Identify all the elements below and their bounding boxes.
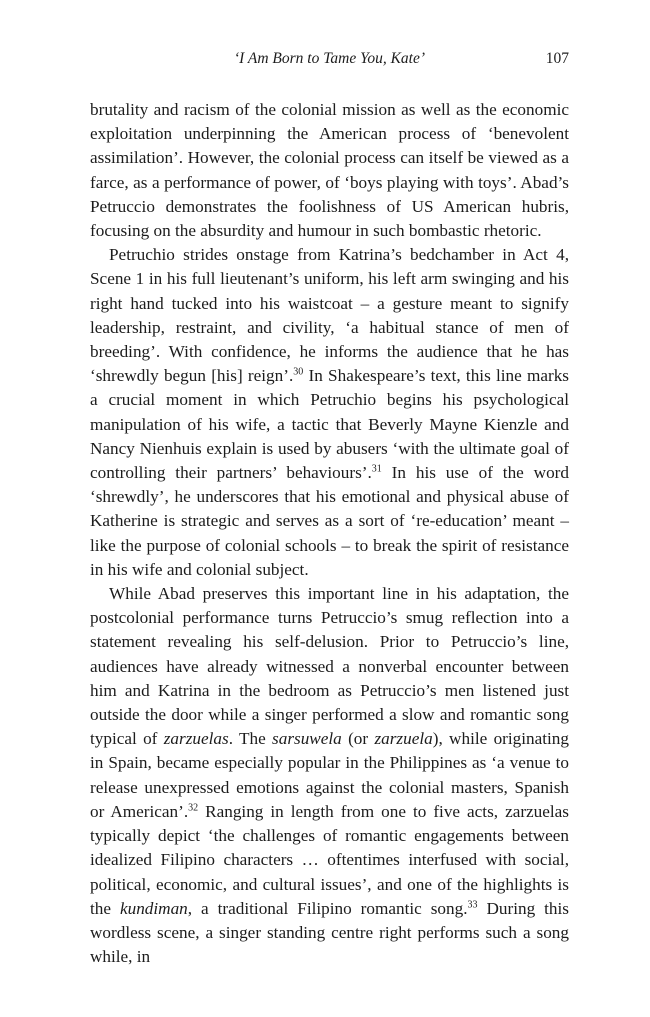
- page-number: 107: [545, 50, 569, 67]
- text-run: brutality and racism of the colonial mission as well as the economic exploitation underpinning the American process of ‘benevolent assimilation’. However, the colonial process can itself be viewed as a farce, as a performance of power, of ‘boys playing with toys’. Abad’s Petruccio demonstrates the foolishness of US American hubris, focusing on the absurdity and humour in such bombastic rhetoric.: [90, 100, 569, 241]
- text-run: During this wordless scene, a singer standing centre right performs such a song while, in: [90, 898, 569, 967]
- text-run: In his use of the word ‘shrewdly’, he underscores that his emotional and physical abuse of Katherine is strategic and serves as a sort of ‘re-education’ meant – like the purpose of colonial schools – to break the spirit of resistance in his wife and colonial subject.: [90, 463, 569, 579]
- text-run: In Shakespeare’s text, this line marks a crucial moment in which Petruchio begins his psychological manipulation of his wife, a tactic that Beverly Mayne Kienzle and Nancy Nienhuis explain is used by abusers ‘with the ultimate goal of controlling their partners’ behaviours’.: [90, 366, 569, 483]
- italic-term: sarsuwela: [272, 729, 342, 749]
- italic-term: zarzuelas: [163, 729, 229, 749]
- text-run: Petruchio strides onstage from Katrina’s bedchamber in Act 4, Scene 1 in his full lieutenant’s uniform, his left arm swinging and his right hand tucked into his waistcoat – a gesture meant to signify leadership, restraint, and civility, ‘a habitual stance of men of breeding’. With confidence, he informs the audience that he has ‘shrewdly begun [his] reign’.: [90, 245, 569, 386]
- paragraph: [90, 582, 569, 969]
- text-run: While Abad preserves this important line in his adaptation, the postcolonial performance turns Petruccio’s smug reflection into a statement revealing his self-delusion. Prior to Petruccio’s line, audiences have already witnessed a nonverbal encounter between him and Katrina in the bedroom as Petruccio’s men listened just outside the door while a singer performed a slow and romantic song typical of: [90, 584, 569, 749]
- text-run: ), while originating in Spain, became especially popular in the Philippines as ‘a venue to release unexpressed emotions against the colonial masters, Spanish or American’.: [90, 729, 569, 821]
- running-title: ‘I Am Born to Tame You, Kate’: [233, 50, 426, 67]
- footnote-marker: 30: [293, 366, 304, 378]
- italic-term: kundiman: [119, 898, 188, 918]
- paragraph: [90, 243, 569, 582]
- text-run: (or: [341, 729, 375, 749]
- running-header: [90, 50, 569, 72]
- footnote-marker: 31: [371, 463, 382, 475]
- body-text: [90, 98, 569, 969]
- italic-term: zarzuela: [374, 729, 433, 749]
- footnote-marker: 33: [467, 898, 478, 910]
- paragraph: [90, 98, 569, 243]
- text-run: . The: [228, 729, 273, 749]
- footnote-marker: 32: [188, 802, 199, 814]
- text-run: Ranging in length from one to five acts, zarzuelas typically depict ‘the challenges of romantic engagements between idealized Filipino characters … oftentimes interfused with social, political, economic, and cultural issues’, and one of the highlights is the: [90, 801, 569, 918]
- text-run: , a traditional Filipino romantic song.: [187, 898, 468, 918]
